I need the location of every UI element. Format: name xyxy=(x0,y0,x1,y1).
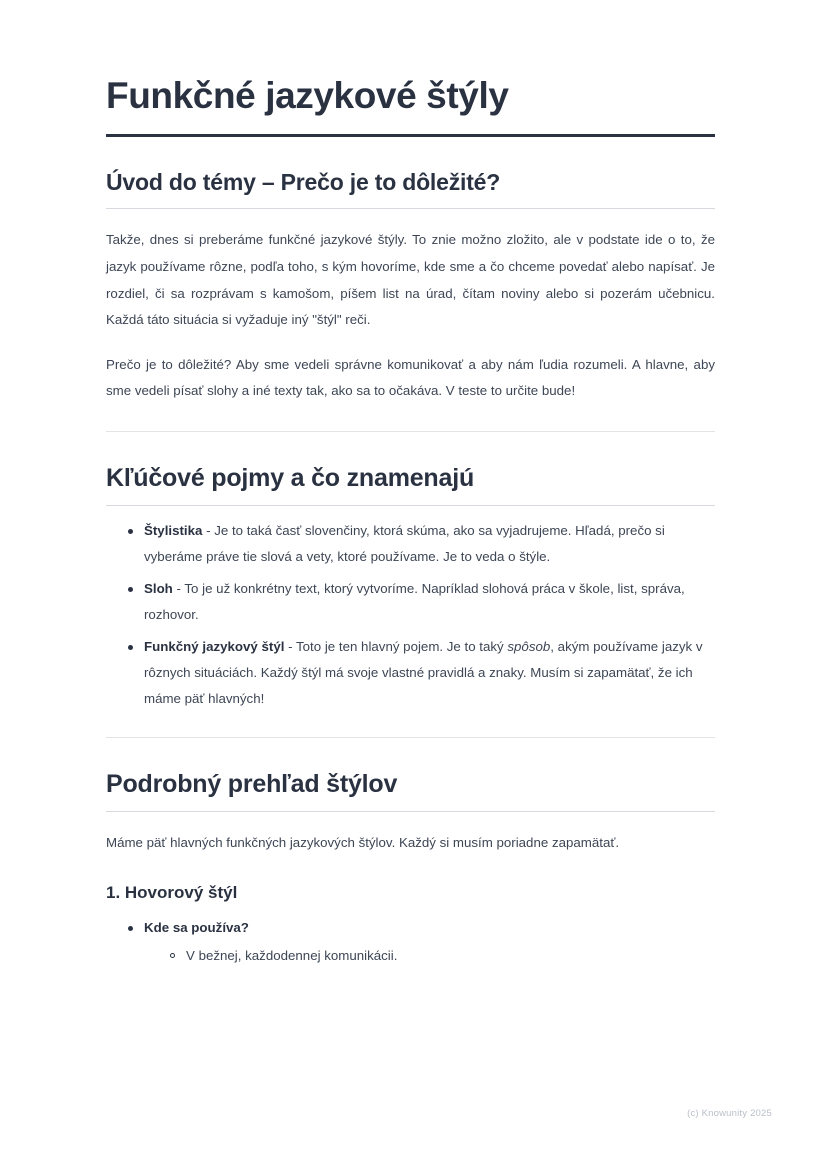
section-heading-intro: Úvod do témy – Prečo je to dôležité? xyxy=(106,169,501,196)
term-label: Štylistika xyxy=(144,523,203,538)
intro-paragraph-1: Takže, dnes si preberáme funkčné jazykové štýly. To znie možno zložito, ale v podstate ide o to, že jazyk používame rôzne, podľa toho, s kým hovoríme, kde sme a čo chceme povedať alebo napísať. Je rozdiel, či sa rozprávam s kamošom, píšem list na úrad, čítam noviny alebo si pozerám učebnicu. Každá táto situácia si vyžaduje iný "štýl" reči. xyxy=(106,232,715,328)
term-dash: - xyxy=(172,580,185,596)
subsection-heading-hovorovy: 1. Hovorový štýl xyxy=(106,883,238,903)
term-dash: - xyxy=(202,523,215,538)
term-dash: - xyxy=(284,638,296,654)
section-divider xyxy=(106,505,715,506)
watermark-label: (c) Knowunity 2025 xyxy=(687,1108,772,1119)
section-divider xyxy=(106,811,715,812)
term-label: Sloh xyxy=(144,580,173,596)
title-divider xyxy=(106,134,715,137)
detail-label: Kde sa používa? xyxy=(144,920,249,936)
term-text: To je už konkrétny text, ktorý vytvoríme. Napríklad slohová práca v škole, list, správa, rozhovor. xyxy=(144,580,685,622)
list-item xyxy=(128,634,715,712)
nested-list xyxy=(144,943,715,969)
list-item: V bežnej, každodennej komunikácii. xyxy=(170,943,715,969)
page-right-margin xyxy=(783,0,828,1171)
document-sheet xyxy=(38,33,783,1143)
section-heading-keyterms: Kľúčové pojmy a čo znamenajú xyxy=(106,464,475,492)
term-emphasis: spôsob xyxy=(507,638,551,654)
content-divider-2 xyxy=(106,737,715,738)
key-terms-list xyxy=(106,518,715,711)
term-label: Funkčný jazykový štýl xyxy=(144,638,285,654)
intro-paragraph-2: Prečo je to dôležité? Aby sme vedeli správne komunikovať a aby nám ľudia rozumeli. A hlavne, aby sme vedeli písať slohy a iné texty tak, ako sa to očakáva. V teste to určite bude! xyxy=(106,356,715,399)
list-item xyxy=(128,915,715,969)
content-divider-1 xyxy=(106,431,715,432)
overview-paragraph: Máme päť hlavných funkčných jazykových štýlov. Každý si musím poriadne zapamätať. xyxy=(106,835,620,851)
page-left-margin xyxy=(0,0,38,1171)
term-text-after: , akým používame jazyk v rôznych situáciách. Každý štýl má svoje vlastné pravidlá a znaky. Musím si zapamätať, že ich máme päť hlavných! xyxy=(144,638,703,706)
style-detail-list xyxy=(106,915,715,969)
section-divider xyxy=(106,208,715,209)
list-item xyxy=(128,518,715,570)
term-text-before: Toto je ten hlavný pojem. Je to taký xyxy=(296,638,508,654)
section-heading-overview: Podrobný prehľad štýlov xyxy=(106,770,398,799)
page-title: Funkčné jazykové štýly xyxy=(106,75,509,116)
term-text: Je to taká časť slovenčiny, ktorá skúma, ako sa vyjadrujeme. Hľadá, prečo si vyberáme práve tie slová a vety, ktoré používame. Je to veda o štýle. xyxy=(144,523,665,564)
list-item xyxy=(128,576,715,628)
